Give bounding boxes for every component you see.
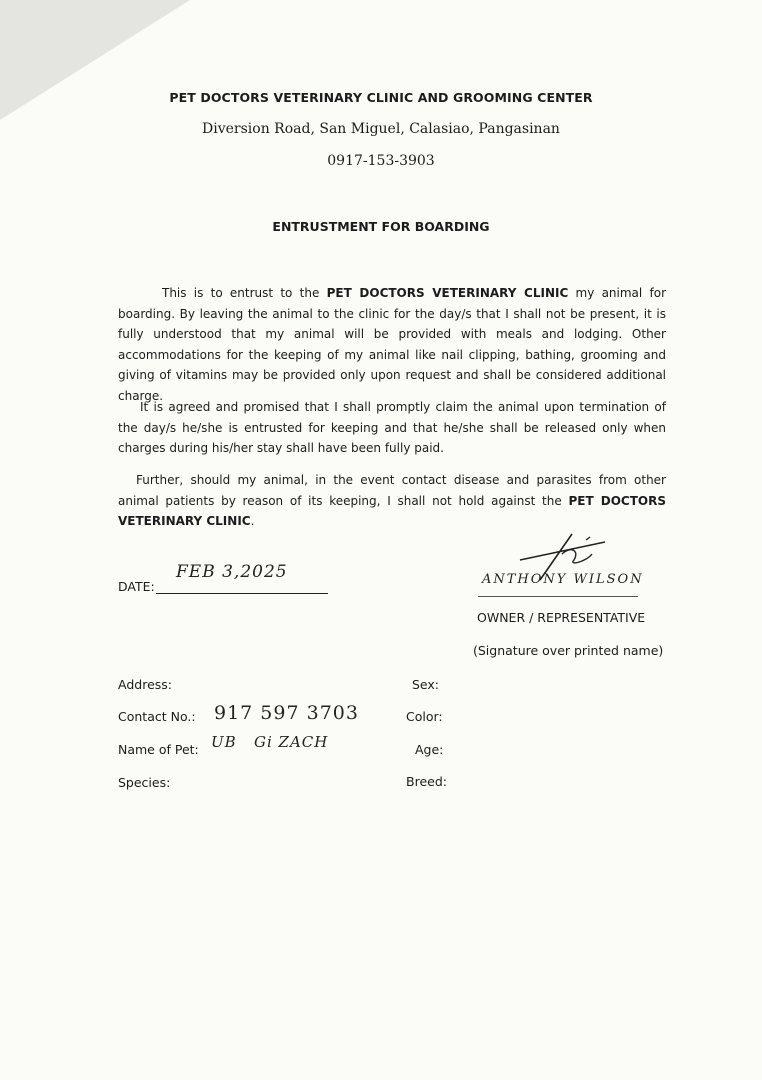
paragraph-text: This is to entrust to the — [162, 286, 327, 300]
paragraph-agreement: It is agreed and promised that I shall promptly claim the animal upon termination of the day/s he/she is entrusted for keeping and that he/she shall be released only when charges during his/her stay shall have been fully paid. — [118, 400, 666, 456]
clinic-name-bold: PET DOCTORS VETERINARY CLINIC — [326, 286, 569, 300]
pet-name-value[interactable]: UB Gi ZACH — [211, 733, 329, 751]
clinic-name: PET DOCTORS VETERINARY CLINIC AND GROOMING CENTER — [169, 90, 593, 105]
date-line — [156, 593, 328, 594]
color-label: Color: — [406, 709, 443, 724]
clinic-name-bold: PET DOCTORS VETERINARY CLINIC — [118, 493, 666, 529]
signature-printed-name[interactable]: ANTHONY WILSON — [482, 572, 644, 587]
breed-label: Breed: — [406, 774, 447, 789]
owner-representative-label: OWNER / REPRESENTATIVE — [477, 610, 646, 625]
address-label: Address: — [118, 677, 172, 692]
document-title: ENTRUSTMENT FOR BOARDING — [272, 219, 490, 234]
sex-label: Sex: — [412, 677, 440, 692]
date-label: DATE: — [118, 579, 155, 594]
age-label: Age: — [415, 742, 444, 757]
pet-name-label: Name of Pet: — [118, 742, 199, 757]
signature-note: (Signature over printed name) — [473, 643, 664, 658]
paragraph-text: . — [250, 514, 255, 529]
contact-label: Contact No.: — [118, 709, 196, 724]
paragraph-liability — [118, 470, 666, 532]
contact-value[interactable]: 917 597 3703 — [214, 702, 359, 724]
clinic-phone: 0917-153-3903 — [327, 153, 435, 169]
paragraph-entrust — [118, 283, 666, 407]
paragraph-text: my animal for boarding. By leaving the animal to the clinic for the day/s that I shall not be present, it is fully understood that my animal will be provided with meals and lodging. Other accommodations for the keeping of my animal like nail clipping, bathing, grooming and giving of vitamins may be provided only upon request and shall be considered additional charge. — [118, 286, 666, 403]
date-value[interactable]: FEB 3,2025 — [176, 562, 288, 582]
paragraph-text: Further, should my animal, in the event contact disease and parasites from other animal patients by reason of its keeping, I shall not hold against the — [118, 473, 666, 508]
clinic-address: Diversion Road, San Miguel, Calasiao, Pangasinan — [202, 121, 560, 137]
species-label: Species: — [118, 775, 171, 790]
signature-line — [478, 596, 638, 597]
